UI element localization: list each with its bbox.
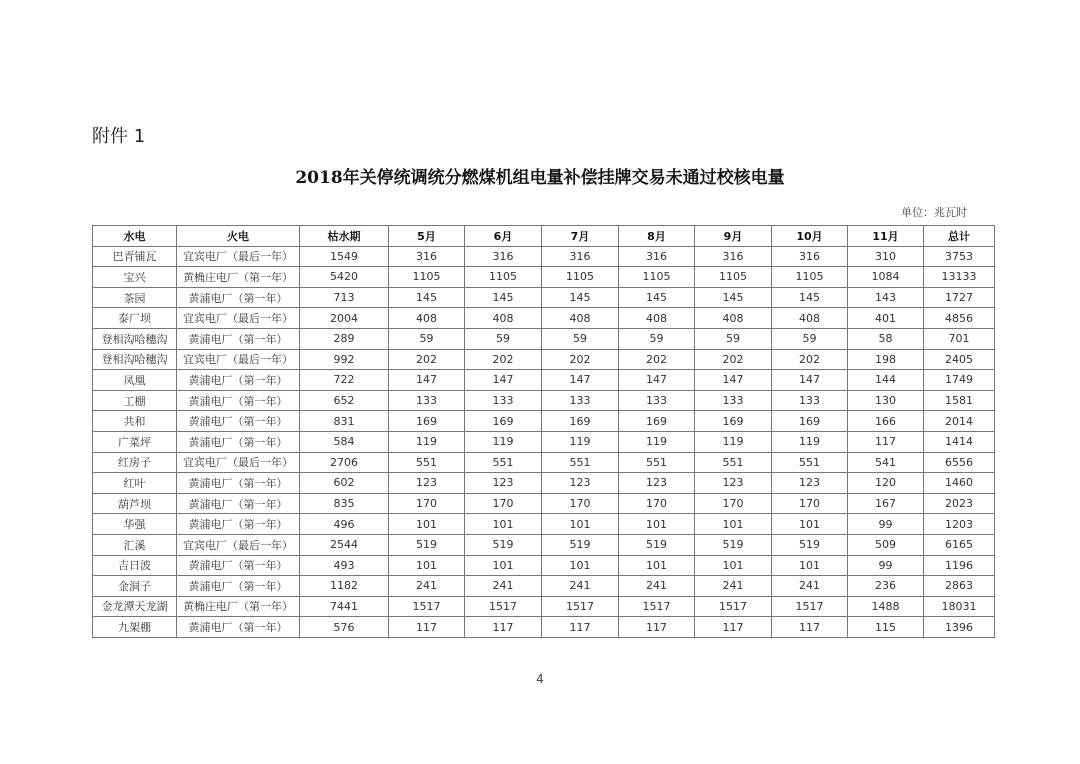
cell-july: 316 — [542, 246, 619, 267]
cell-november: 541 — [848, 452, 924, 473]
cell-total: 1396 — [924, 617, 995, 638]
cell-october: 241 — [772, 576, 848, 597]
cell-november: 167 — [848, 493, 924, 514]
cell-august: 1517 — [619, 596, 695, 617]
cell-november: 130 — [848, 390, 924, 411]
cell-june: 119 — [465, 431, 542, 452]
cell-thermal: 黄浦电厂（第一年） — [177, 431, 300, 452]
cell-thermal: 黄桷庄电厂（第一年） — [177, 596, 300, 617]
attachment-label: 附件 1 — [92, 126, 146, 147]
cell-august: 147 — [619, 370, 695, 391]
cell-september: 241 — [695, 576, 772, 597]
cell-thermal: 黄浦电厂（第一年） — [177, 555, 300, 576]
cell-total: 13133 — [924, 267, 995, 288]
cell-total: 1749 — [924, 370, 995, 391]
cell-june: 59 — [465, 328, 542, 349]
cell-october: 117 — [772, 617, 848, 638]
cell-thermal: 黄浦电厂（第一年） — [177, 576, 300, 597]
cell-thermal: 黄浦电厂（第一年） — [177, 411, 300, 432]
cell-june: 408 — [465, 308, 542, 329]
cell-hydro: 红房子 — [93, 452, 177, 473]
cell-july: 408 — [542, 308, 619, 329]
document-title: 2018年关停统调统分燃煤机组电量补偿挂牌交易未通过校核电量 — [295, 168, 785, 188]
cell-may: 170 — [389, 493, 465, 514]
cell-june: 145 — [465, 287, 542, 308]
cell-thermal: 黄浦电厂（第一年） — [177, 514, 300, 535]
cell-hydro: 凤凰 — [93, 370, 177, 391]
cell-total: 1203 — [924, 514, 995, 535]
cell-thermal: 黄浦电厂（第一年） — [177, 473, 300, 494]
cell-total: 1727 — [924, 287, 995, 308]
cell-november: 99 — [848, 514, 924, 535]
cell-may: 133 — [389, 390, 465, 411]
header-thermal: 火电 — [177, 226, 300, 247]
cell-dry-season: 1182 — [300, 576, 389, 597]
cell-dry-season: 2544 — [300, 534, 389, 555]
cell-may: 101 — [389, 514, 465, 535]
cell-dry-season: 722 — [300, 370, 389, 391]
cell-dry-season: 584 — [300, 431, 389, 452]
cell-june: 101 — [465, 555, 542, 576]
cell-august: 101 — [619, 514, 695, 535]
cell-august: 408 — [619, 308, 695, 329]
cell-july: 241 — [542, 576, 619, 597]
cell-july: 133 — [542, 390, 619, 411]
cell-october: 101 — [772, 514, 848, 535]
cell-august: 202 — [619, 349, 695, 370]
unit-label: 单位：兆瓦时 — [901, 206, 967, 219]
compensation-table — [92, 225, 995, 638]
cell-september: 551 — [695, 452, 772, 473]
cell-dry-season: 1549 — [300, 246, 389, 267]
cell-august: 145 — [619, 287, 695, 308]
cell-july: 202 — [542, 349, 619, 370]
cell-june: 1517 — [465, 596, 542, 617]
cell-may: 145 — [389, 287, 465, 308]
cell-august: 241 — [619, 576, 695, 597]
cell-october: 59 — [772, 328, 848, 349]
cell-june: 170 — [465, 493, 542, 514]
header-june: 6月 — [465, 226, 542, 247]
cell-august: 551 — [619, 452, 695, 473]
cell-may: 117 — [389, 617, 465, 638]
cell-september: 147 — [695, 370, 772, 391]
header-may: 5月 — [389, 226, 465, 247]
cell-may: 551 — [389, 452, 465, 473]
cell-august: 133 — [619, 390, 695, 411]
cell-september: 123 — [695, 473, 772, 494]
cell-may: 123 — [389, 473, 465, 494]
table-row — [93, 328, 995, 349]
cell-may: 119 — [389, 431, 465, 452]
cell-july: 59 — [542, 328, 619, 349]
cell-hydro: 茶园 — [93, 287, 177, 308]
table-row — [93, 493, 995, 514]
table-row — [93, 555, 995, 576]
table-row — [93, 473, 995, 494]
cell-july: 119 — [542, 431, 619, 452]
cell-september: 119 — [695, 431, 772, 452]
cell-august: 119 — [619, 431, 695, 452]
cell-dry-season: 2706 — [300, 452, 389, 473]
cell-dry-season: 7441 — [300, 596, 389, 617]
cell-august: 117 — [619, 617, 695, 638]
cell-june: 202 — [465, 349, 542, 370]
cell-june: 519 — [465, 534, 542, 555]
header-total: 总计 — [924, 226, 995, 247]
cell-november: 143 — [848, 287, 924, 308]
cell-may: 169 — [389, 411, 465, 432]
cell-may: 316 — [389, 246, 465, 267]
table-row — [93, 246, 995, 267]
cell-october: 519 — [772, 534, 848, 555]
cell-october: 202 — [772, 349, 848, 370]
cell-total: 4856 — [924, 308, 995, 329]
cell-dry-season: 992 — [300, 349, 389, 370]
table-row — [93, 431, 995, 452]
cell-june: 101 — [465, 514, 542, 535]
cell-august: 59 — [619, 328, 695, 349]
cell-hydro: 汇溪 — [93, 534, 177, 555]
table-row — [93, 370, 995, 391]
cell-total: 2863 — [924, 576, 995, 597]
cell-total: 1581 — [924, 390, 995, 411]
cell-october: 1517 — [772, 596, 848, 617]
cell-thermal: 宜宾电厂（最后一年） — [177, 452, 300, 473]
cell-may: 1105 — [389, 267, 465, 288]
cell-october: 408 — [772, 308, 848, 329]
cell-may: 147 — [389, 370, 465, 391]
cell-september: 316 — [695, 246, 772, 267]
cell-may: 408 — [389, 308, 465, 329]
cell-may: 241 — [389, 576, 465, 597]
cell-hydro: 吉日波 — [93, 555, 177, 576]
cell-dry-season: 496 — [300, 514, 389, 535]
cell-hydro: 华强 — [93, 514, 177, 535]
cell-hydro: 红叶 — [93, 473, 177, 494]
cell-may: 202 — [389, 349, 465, 370]
cell-june: 133 — [465, 390, 542, 411]
cell-total: 6556 — [924, 452, 995, 473]
cell-thermal: 黄浦电厂（第一年） — [177, 287, 300, 308]
cell-july: 101 — [542, 555, 619, 576]
cell-november: 310 — [848, 246, 924, 267]
table-row — [93, 267, 995, 288]
cell-dry-season: 831 — [300, 411, 389, 432]
table-row — [93, 514, 995, 535]
cell-may: 59 — [389, 328, 465, 349]
cell-dry-season: 602 — [300, 473, 389, 494]
cell-july: 117 — [542, 617, 619, 638]
cell-november: 236 — [848, 576, 924, 597]
cell-september: 170 — [695, 493, 772, 514]
cell-june: 551 — [465, 452, 542, 473]
cell-june: 241 — [465, 576, 542, 597]
cell-july: 169 — [542, 411, 619, 432]
cell-september: 101 — [695, 555, 772, 576]
cell-september: 519 — [695, 534, 772, 555]
cell-hydro: 宝兴 — [93, 267, 177, 288]
cell-thermal: 黄浦电厂（第一年） — [177, 493, 300, 514]
cell-hydro: 葫芦坝 — [93, 493, 177, 514]
header-october: 10月 — [772, 226, 848, 247]
cell-november: 1488 — [848, 596, 924, 617]
table-row — [93, 411, 995, 432]
table-row — [93, 617, 995, 638]
cell-thermal: 黄浦电厂（第一年） — [177, 370, 300, 391]
cell-june: 316 — [465, 246, 542, 267]
cell-total: 1460 — [924, 473, 995, 494]
cell-hydro: 登相沟哈穗沟 — [93, 349, 177, 370]
cell-total: 1414 — [924, 431, 995, 452]
table-row — [93, 390, 995, 411]
cell-september: 133 — [695, 390, 772, 411]
cell-july: 101 — [542, 514, 619, 535]
cell-october: 1105 — [772, 267, 848, 288]
cell-july: 145 — [542, 287, 619, 308]
cell-july: 551 — [542, 452, 619, 473]
cell-hydro: 工棚 — [93, 390, 177, 411]
cell-hydro: 九架棚 — [93, 617, 177, 638]
cell-thermal: 黄浦电厂（第一年） — [177, 390, 300, 411]
header-august: 8月 — [619, 226, 695, 247]
cell-september: 169 — [695, 411, 772, 432]
cell-november: 120 — [848, 473, 924, 494]
cell-october: 170 — [772, 493, 848, 514]
cell-hydro: 金龙潭天龙湖 — [93, 596, 177, 617]
cell-dry-season: 289 — [300, 328, 389, 349]
cell-june: 123 — [465, 473, 542, 494]
cell-hydro: 巴青铺瓦 — [93, 246, 177, 267]
cell-thermal: 宜宾电厂（最后一年） — [177, 534, 300, 555]
header-dry-season: 枯水期 — [300, 226, 389, 247]
cell-total: 701 — [924, 328, 995, 349]
cell-november: 509 — [848, 534, 924, 555]
table-row — [93, 349, 995, 370]
cell-november: 117 — [848, 431, 924, 452]
cell-july: 1517 — [542, 596, 619, 617]
table-row — [93, 534, 995, 555]
table-body — [93, 246, 995, 637]
cell-november: 58 — [848, 328, 924, 349]
cell-august: 519 — [619, 534, 695, 555]
cell-november: 115 — [848, 617, 924, 638]
cell-november: 99 — [848, 555, 924, 576]
cell-november: 144 — [848, 370, 924, 391]
cell-october: 551 — [772, 452, 848, 473]
cell-september: 1517 — [695, 596, 772, 617]
cell-july: 147 — [542, 370, 619, 391]
header-hydro: 水电 — [93, 226, 177, 247]
table-row — [93, 576, 995, 597]
cell-june: 117 — [465, 617, 542, 638]
cell-september: 145 — [695, 287, 772, 308]
cell-thermal: 宜宾电厂（最后一年） — [177, 308, 300, 329]
cell-october: 101 — [772, 555, 848, 576]
cell-november: 401 — [848, 308, 924, 329]
cell-august: 169 — [619, 411, 695, 432]
cell-july: 170 — [542, 493, 619, 514]
cell-september: 59 — [695, 328, 772, 349]
cell-august: 123 — [619, 473, 695, 494]
cell-august: 1105 — [619, 267, 695, 288]
cell-may: 101 — [389, 555, 465, 576]
cell-hydro: 泰厂坝 — [93, 308, 177, 329]
cell-september: 408 — [695, 308, 772, 329]
cell-june: 147 — [465, 370, 542, 391]
cell-total: 2023 — [924, 493, 995, 514]
cell-dry-season: 5420 — [300, 267, 389, 288]
cell-october: 133 — [772, 390, 848, 411]
cell-october: 169 — [772, 411, 848, 432]
cell-dry-season: 835 — [300, 493, 389, 514]
cell-august: 316 — [619, 246, 695, 267]
header-july: 7月 — [542, 226, 619, 247]
cell-thermal: 黄桷庄电厂（第一年） — [177, 267, 300, 288]
cell-september: 202 — [695, 349, 772, 370]
cell-total: 18031 — [924, 596, 995, 617]
cell-dry-season: 652 — [300, 390, 389, 411]
cell-october: 316 — [772, 246, 848, 267]
table-row — [93, 452, 995, 473]
cell-november: 198 — [848, 349, 924, 370]
cell-total: 6165 — [924, 534, 995, 555]
table-header-row — [93, 226, 995, 247]
cell-total: 1196 — [924, 555, 995, 576]
cell-may: 1517 — [389, 596, 465, 617]
cell-june: 1105 — [465, 267, 542, 288]
cell-dry-season: 2004 — [300, 308, 389, 329]
cell-dry-season: 493 — [300, 555, 389, 576]
cell-hydro: 共和 — [93, 411, 177, 432]
cell-june: 169 — [465, 411, 542, 432]
cell-hydro: 登相沟哈穗沟 — [93, 328, 177, 349]
cell-total: 2405 — [924, 349, 995, 370]
cell-hydro: 广菜坪 — [93, 431, 177, 452]
cell-october: 147 — [772, 370, 848, 391]
cell-may: 519 — [389, 534, 465, 555]
cell-october: 145 — [772, 287, 848, 308]
cell-november: 1084 — [848, 267, 924, 288]
cell-july: 123 — [542, 473, 619, 494]
table-row — [93, 287, 995, 308]
cell-august: 170 — [619, 493, 695, 514]
page-number: 4 — [536, 672, 544, 686]
cell-total: 2014 — [924, 411, 995, 432]
cell-october: 119 — [772, 431, 848, 452]
cell-thermal: 黄浦电厂（第一年） — [177, 328, 300, 349]
cell-october: 123 — [772, 473, 848, 494]
cell-dry-season: 713 — [300, 287, 389, 308]
cell-september: 117 — [695, 617, 772, 638]
cell-july: 1105 — [542, 267, 619, 288]
cell-hydro: 金洞子 — [93, 576, 177, 597]
header-september: 9月 — [695, 226, 772, 247]
cell-september: 1105 — [695, 267, 772, 288]
cell-thermal: 宜宾电厂（最后一年） — [177, 349, 300, 370]
table-row — [93, 308, 995, 329]
cell-september: 101 — [695, 514, 772, 535]
cell-thermal: 宜宾电厂（最后一年） — [177, 246, 300, 267]
cell-thermal: 黄浦电厂（第一年） — [177, 617, 300, 638]
cell-august: 101 — [619, 555, 695, 576]
header-november: 11月 — [848, 226, 924, 247]
table-row — [93, 596, 995, 617]
cell-total: 3753 — [924, 246, 995, 267]
cell-july: 519 — [542, 534, 619, 555]
cell-november: 166 — [848, 411, 924, 432]
cell-dry-season: 576 — [300, 617, 389, 638]
